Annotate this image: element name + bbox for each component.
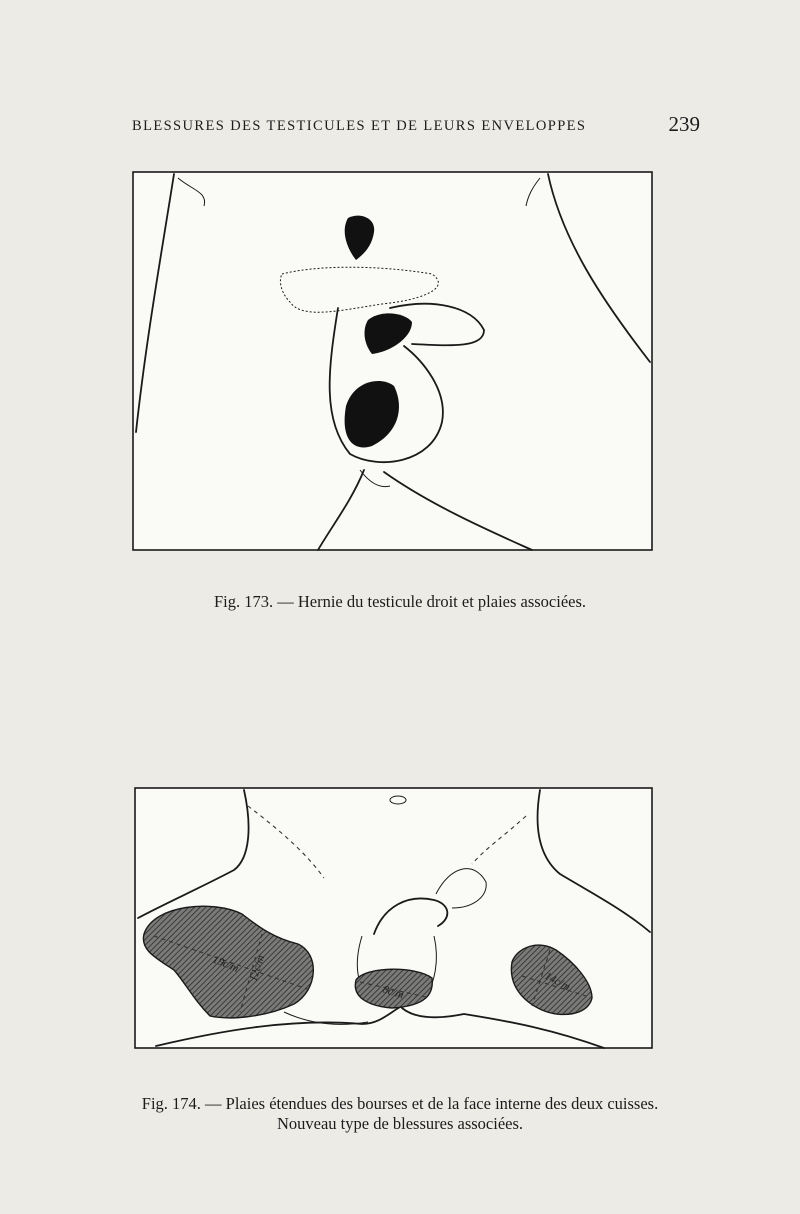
figure-174-illustration bbox=[134, 786, 654, 1051]
figure-174-caption bbox=[50, 1094, 750, 1134]
running-title: BLESSURES DES TESTICULES ET DE LEURS ENVELOPPES bbox=[132, 118, 587, 134]
scrotum-measure: 8c/m bbox=[381, 983, 406, 1002]
running-head bbox=[120, 112, 710, 142]
left-thigh-short-measure: 12c/m bbox=[247, 953, 268, 983]
figure-174-caption-line-2: Nouveau type de blessures associées. bbox=[276, 1114, 524, 1133]
figure-173-illustration bbox=[132, 170, 654, 553]
figure-173-caption: Fig. 173. — Hernie du testicule droit et plaies associées. bbox=[213, 592, 587, 611]
page-number: 239 bbox=[668, 112, 700, 136]
figure-174-caption-line-1: Fig. 174. — Plaies étendues des bourses et de la face interne des deux cuisses. bbox=[141, 1094, 659, 1113]
right-thigh-measure: 14c/m bbox=[542, 970, 572, 994]
left-thigh-long-measure: 19c/m bbox=[210, 953, 241, 975]
